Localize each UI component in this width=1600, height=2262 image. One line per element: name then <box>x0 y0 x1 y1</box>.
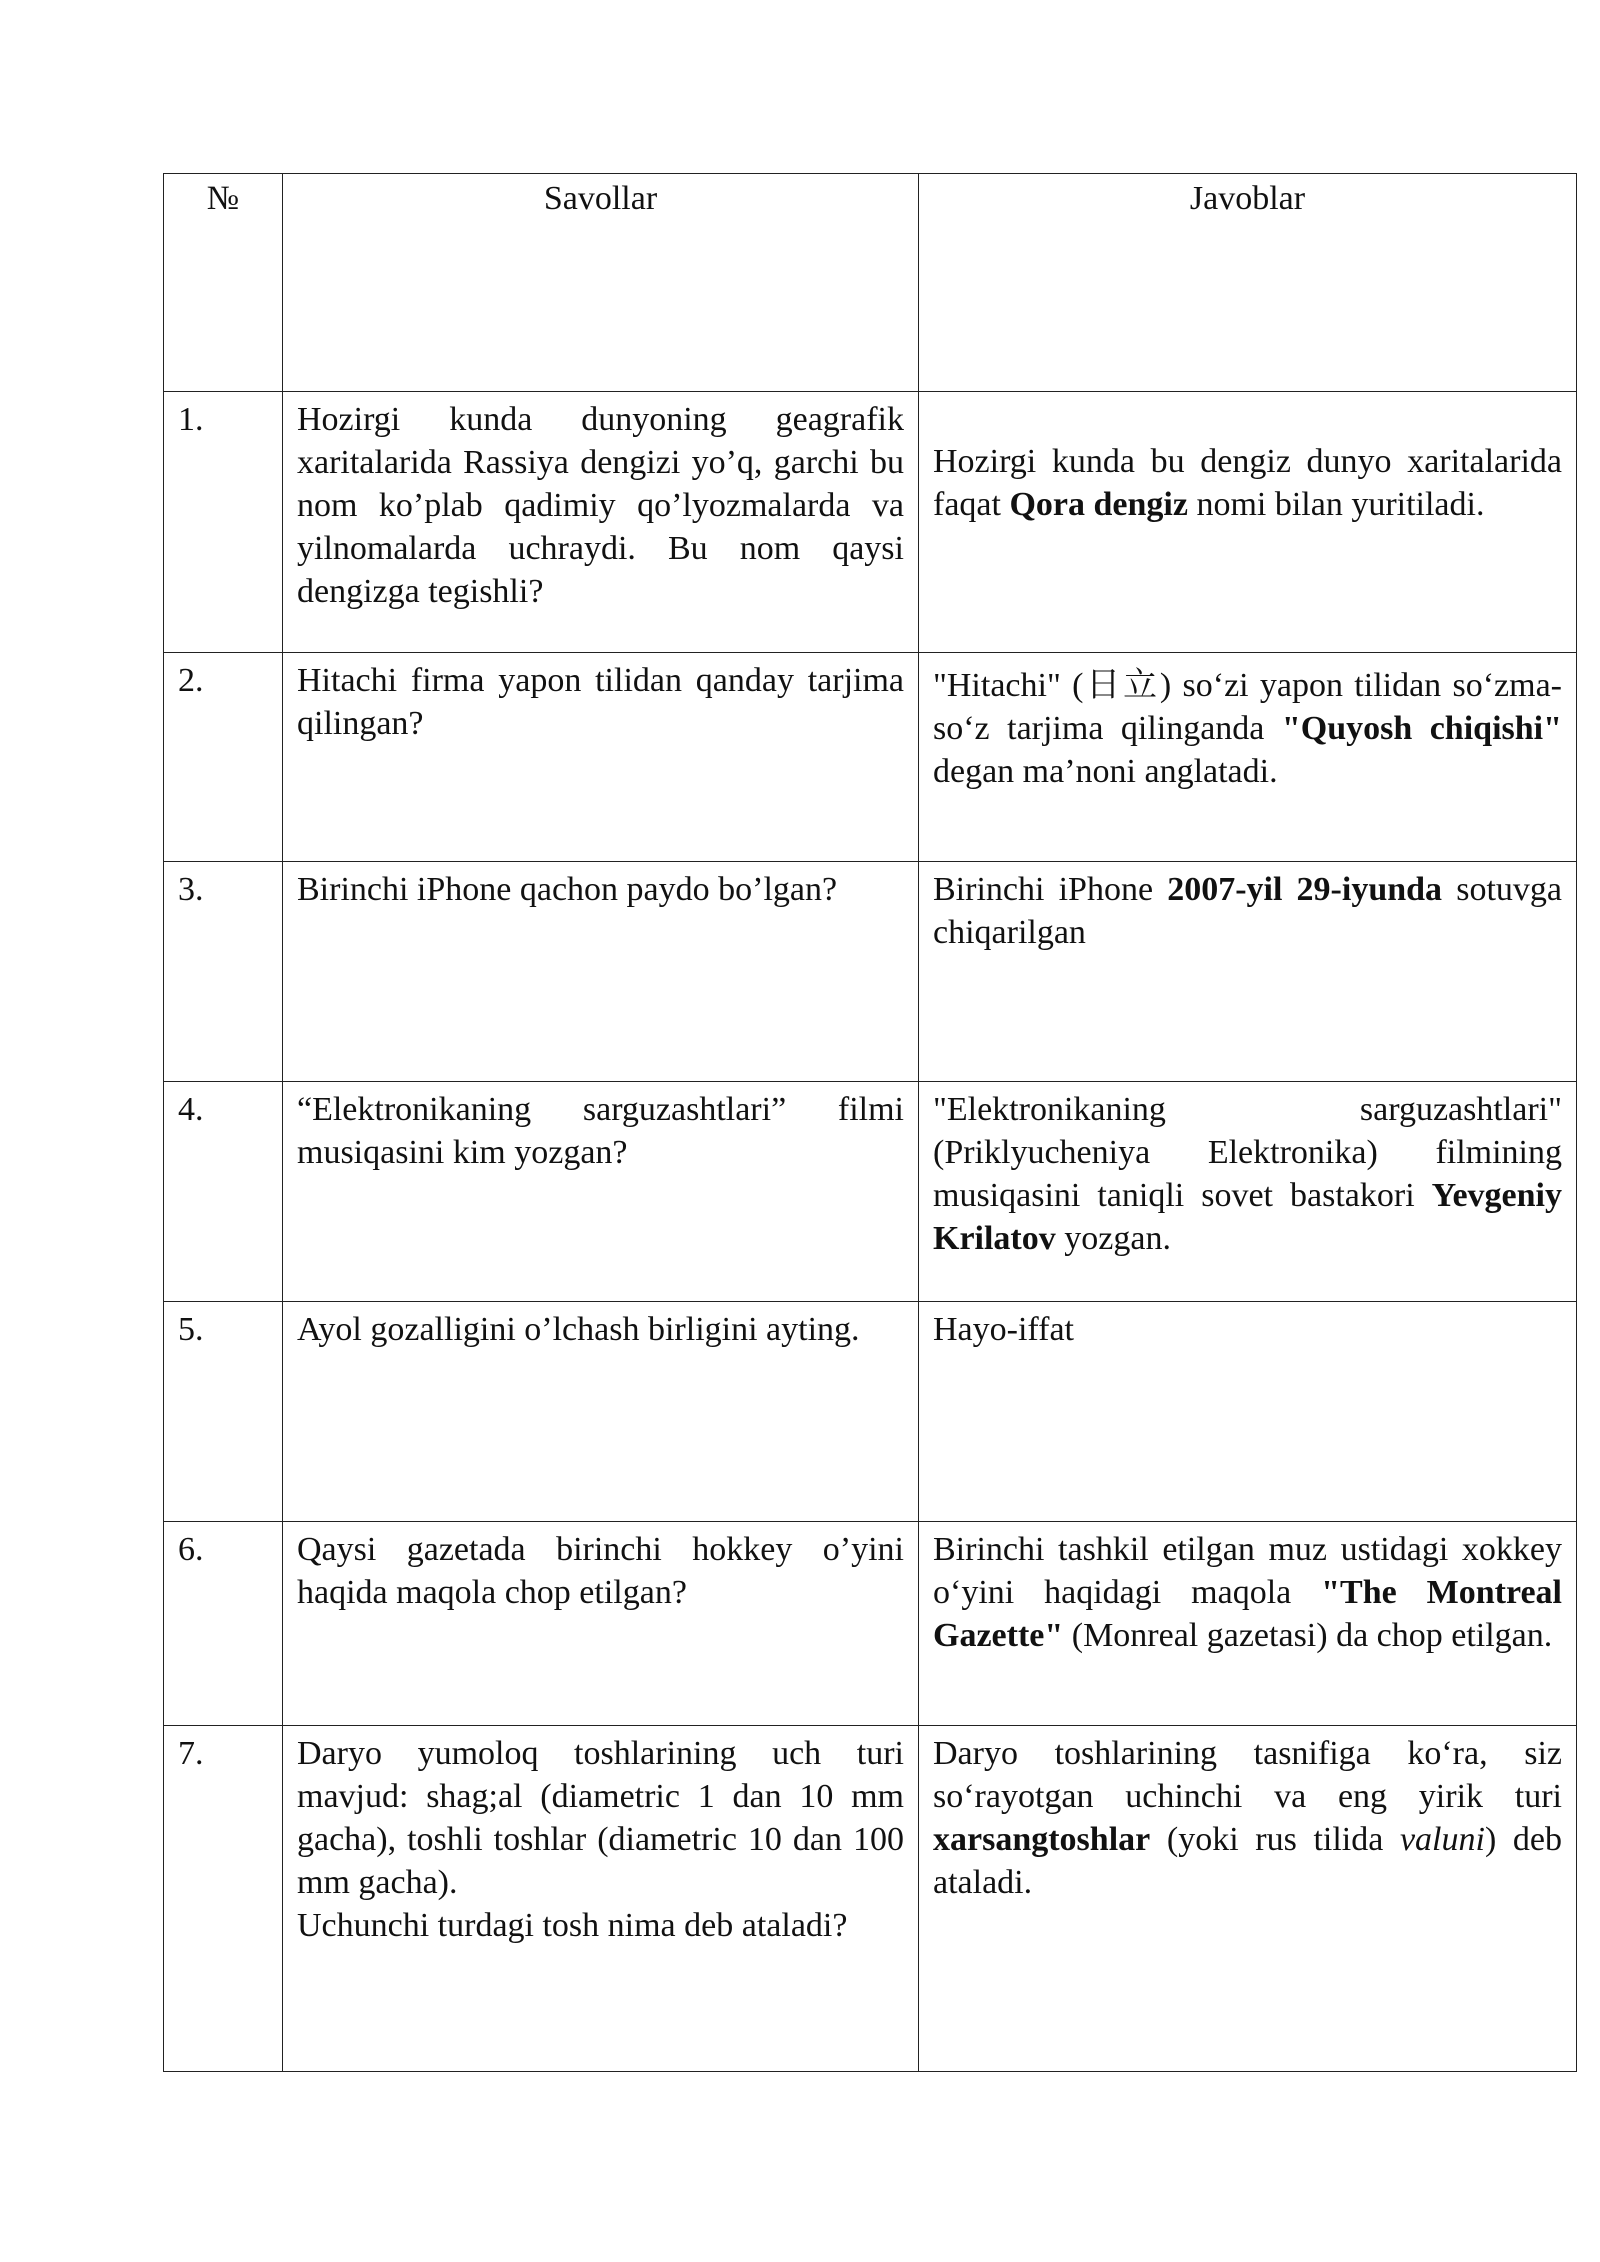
header-answers: Javoblar <box>919 174 1577 392</box>
question-text: Uchunchi turdagi tosh nima deb ataladi? <box>297 1907 848 1944</box>
table-row <box>164 862 1577 1082</box>
question-cell <box>283 1302 919 1522</box>
answer-text: "Hitachi" (日立) so‘zi yapon tilidan so‘zma-so‘z tarjima qilinganda <box>933 667 1562 747</box>
answer-cell <box>919 1726 1577 2072</box>
answer-text: Birinchi iPhone <box>933 871 1168 908</box>
table-row <box>164 1522 1577 1726</box>
header-number: № <box>164 174 283 392</box>
question-cell <box>283 392 919 653</box>
answer-highlight: "The Montreal Gazette" <box>933 1574 1562 1654</box>
answer-text: (yoki rus tilida <box>1150 1821 1400 1858</box>
question-text: Hozirgi kunda dunyoning geagrafik xaritalarida Rassiya dengizi yo’q, garchi bu nom ko’plab qadimiy qo’lyozmalarda va yilnomalarda uchraydi. Bu nom qaysi dengizga tegishli? <box>297 401 904 610</box>
answer-highlight: 2007-yil 29-iyunda <box>1167 871 1443 908</box>
answer-cell <box>919 1522 1577 1726</box>
answer-text: Birinchi tashkil etilgan muz ustidagi xokkey o‘yini haqidagi maqola <box>933 1531 1562 1611</box>
table-row <box>164 1082 1577 1302</box>
answer-cell <box>919 862 1577 1082</box>
qa-table <box>163 173 1577 2072</box>
row-number: 5. <box>164 1302 283 1522</box>
table-row <box>164 392 1577 653</box>
answer-italic: valuni <box>1399 1821 1485 1858</box>
question-text: Hitachi firma yapon tilidan qanday tarjima qilingan? <box>297 662 904 742</box>
question-text: Daryo yumoloq toshlarining uch turi mavjud: shag;al (diametric 1 dan 10 mm gacha), toshli toshlar (diametric 10 dan 100 mm gacha). <box>297 1735 904 1901</box>
question-cell <box>283 653 919 862</box>
table-row <box>164 653 1577 862</box>
header-questions: Savollar <box>283 174 919 392</box>
table-header-row <box>164 174 1577 392</box>
answer-cell <box>919 392 1577 653</box>
row-number: 4. <box>164 1082 283 1302</box>
answer-highlight: "Quyosh chiqishi" <box>1281 710 1562 747</box>
row-number: 6. <box>164 1522 283 1726</box>
answer-text: yozgan. <box>1055 1220 1171 1257</box>
answer-text: sotuvga chiqarilgan <box>933 871 1562 951</box>
row-number: 7. <box>164 1726 283 2072</box>
answer-text: ) deb ataladi. <box>933 1821 1562 1901</box>
answer-cell <box>919 653 1577 862</box>
answer-text: (Monreal gazetasi) da chop etilgan. <box>1063 1617 1553 1654</box>
answer-text: Daryo toshlarining tasnifiga ko‘ra, siz so‘rayotgan uchinchi va eng yirik turi <box>933 1735 1562 1815</box>
question-text: Qaysi gazetada birinchi hokkey o’yini haqida maqola chop etilgan? <box>297 1531 904 1611</box>
question-text: “Elektronikaning sarguzashtlari” filmi musiqasini kim yozgan? <box>297 1091 904 1171</box>
answer-highlight: Qora dengiz <box>1009 486 1188 523</box>
answer-text: degan ma’noni anglatadi. <box>933 753 1278 790</box>
answer-highlight: Yevgeniy Krilatov <box>933 1177 1562 1257</box>
question-cell <box>283 1522 919 1726</box>
answer-cell <box>919 1302 1577 1522</box>
row-number: 3. <box>164 862 283 1082</box>
question-text: Ayol gozalligini o’lchash birligini ayting. <box>297 1311 860 1348</box>
answer-text: nomi bilan yuritiladi. <box>1187 486 1485 523</box>
answer-text: Hayo-iffat <box>933 1311 1074 1348</box>
table-row <box>164 1726 1577 2072</box>
answer-text: Hozirgi kunda bu dengiz dunyo xaritalarida faqat <box>933 443 1562 523</box>
question-text: Birinchi iPhone qachon paydo bo’lgan? <box>297 871 838 908</box>
question-cell <box>283 1082 919 1302</box>
question-cell <box>283 1726 919 2072</box>
answer-text: "Elektronikaning sarguzashtlari" (Priklyucheniya Elektronika) filmining musiqasini taniqli sovet bastakori <box>933 1091 1562 1214</box>
question-cell <box>283 862 919 1082</box>
row-number: 2. <box>164 653 283 862</box>
answer-cell <box>919 1082 1577 1302</box>
row-number: 1. <box>164 392 283 653</box>
answer-highlight: xarsangtoshlar <box>933 1821 1151 1858</box>
table-row <box>164 1302 1577 1522</box>
